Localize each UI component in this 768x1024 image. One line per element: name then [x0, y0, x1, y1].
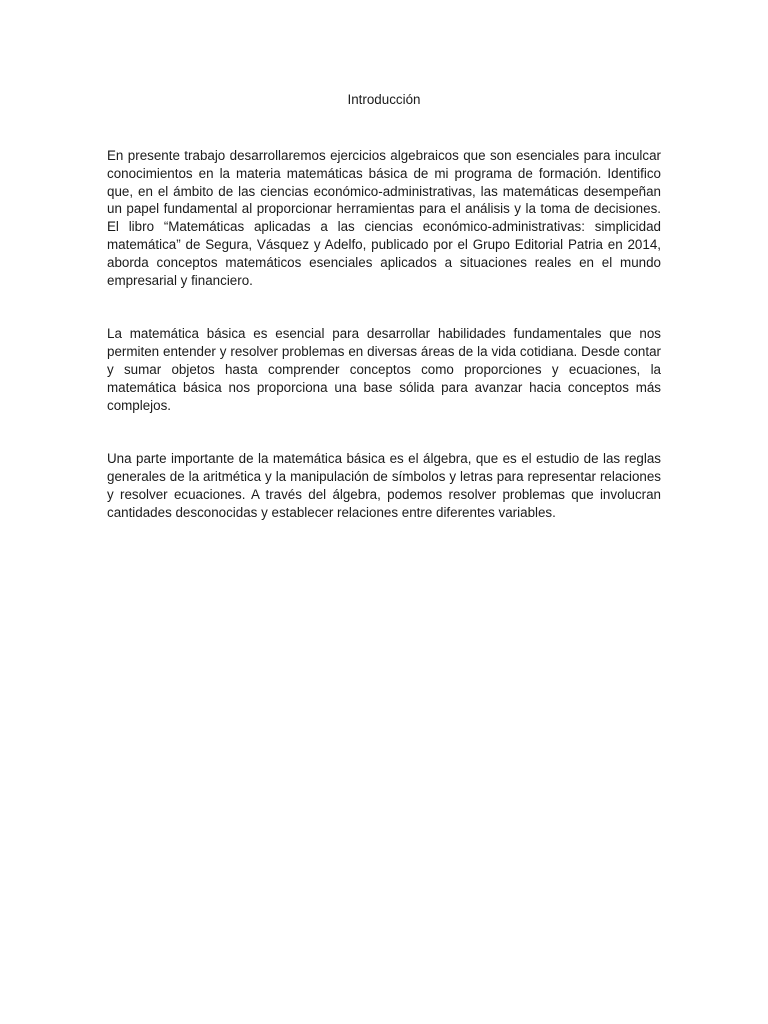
paragraph-1: En presente trabajo desarrollaremos ejercicios algebraicos que son esenciales para inculcar conocimientos en la materia matemáticas básica de mi programa de formación. Identifico que, en el ámbito de las ciencias económico-administrativas, las matemáticas desempeñan un papel fundamental al proporcionar herramientas para el análisis y la toma de decisiones. El libro “Matemáticas aplicadas a las ciencias económico-administrativas: simplicidad matemática” de Segura, Vásquez y Adelfo, publicado por el Grupo Editorial Patria en 2014, aborda conceptos matemáticos esenciales aplicados a situaciones reales en el mundo empresarial y financiero.: [107, 148, 661, 288]
page-title: Introducción: [347, 92, 421, 107]
paragraph-3: Una parte importante de la matemática básica es el álgebra, que es el estudio de las reglas generales de la aritmética y la manipulación de símbolos y letras para representar relaciones y resolver ecuaciones. A través del álgebra, podemos resolver problemas que involucran cantidades desconocidas y establecer relaciones entre diferentes variables.: [107, 451, 661, 520]
paragraph-2: La matemática básica es esencial para desarrollar habilidades fundamentales que nos permiten entender y resolver problemas en diversas áreas de la vida cotidiana. Desde contar y sumar objetos hasta comprender conceptos como proporciones y ecuaciones, la matemática básica nos proporciona una base sólida para avanzar hacia conceptos más complejos.: [107, 326, 661, 413]
document-body: [107, 147, 661, 522]
